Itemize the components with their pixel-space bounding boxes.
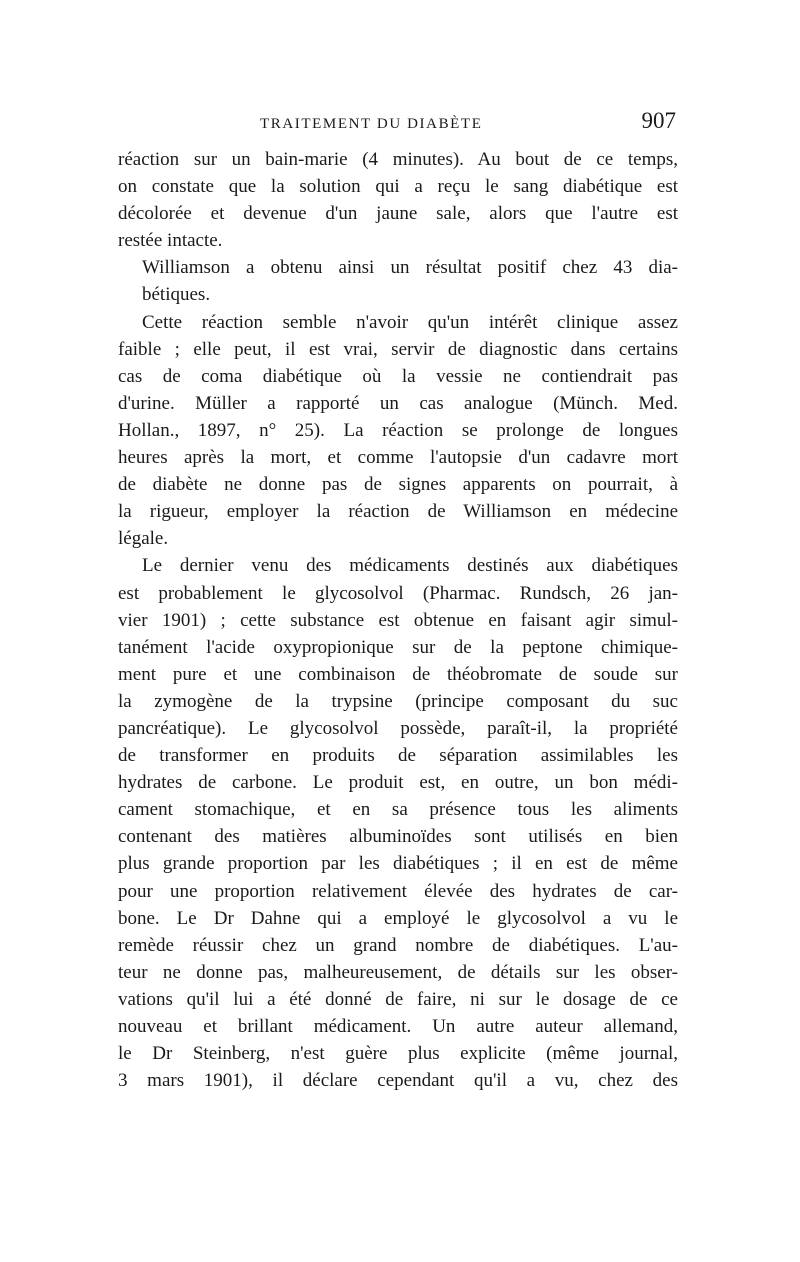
text-line: cament stomachique, et en sa présence tous les aliments <box>118 799 678 821</box>
text-line: vier 1901) ; cette substance est obtenue en faisant agir simul- <box>118 609 678 631</box>
text-line: on constate que la solution qui a reçu le sang diabétique est <box>118 176 678 198</box>
text-line: heures après la mort, et comme l'autopsie d'un cadavre mort <box>118 447 678 469</box>
text-line: de diabète ne donne pas de signes apparents on pourrait, à <box>118 474 678 496</box>
text-line: plus grande proportion par les diabétiques ; il en est de même <box>118 853 678 875</box>
text-line: hydrates de carbone. Le produit est, en outre, un bon médi- <box>118 772 678 794</box>
text-line: Cette réaction semble n'avoir qu'un intérêt clinique assez <box>142 311 678 333</box>
text-line: cas de coma diabétique où la vessie ne contiendrait pas <box>118 365 678 387</box>
text-line: teur ne donne pas, malheureusement, de détails sur les obser- <box>118 961 678 983</box>
text-line: vations qu'il lui a été donné de faire, ni sur le dosage de ce <box>118 988 678 1010</box>
text-line: pour une proportion relativement élevée des hydrates de car- <box>118 880 678 902</box>
text-line: restée intacte. <box>118 230 223 252</box>
text-line: bone. Le Dr Dahne qui a employé le glycosolvol a vu le <box>118 907 678 929</box>
text-line: décolorée et devenue d'un jaune sale, alors que l'autre est <box>118 203 678 225</box>
paragraph <box>118 552 678 1094</box>
text-line: faible ; elle peut, il est vrai, servir de diagnostic dans certains <box>118 338 678 360</box>
text-line: la zymogène de la trypsine (principe composant du suc <box>118 690 678 712</box>
paragraph <box>118 146 678 254</box>
text-line: 3 mars 1901), il déclare cependant qu'il a vu, chez des <box>118 1070 678 1092</box>
text-line: ment pure et une combinaison de théobromate de soude sur <box>118 663 678 685</box>
text-line: Hollan., 1897, n° 25). La réaction se prolonge de longues <box>118 419 678 441</box>
text-line: nouveau et brillant médicament. Un autre auteur allemand, <box>118 1016 678 1037</box>
paragraph <box>118 309 678 553</box>
text-line: la rigueur, employer la réaction de Williamson en médecine <box>118 501 678 523</box>
running-head-title: TRAITEMENT DU DIABÈTE <box>260 116 483 132</box>
text-line: est probablement le glycosolvol (Pharmac. Rundsch, 26 jan- <box>118 582 678 604</box>
text-line: Le dernier venu des médicaments destinés aux diabétiques <box>142 555 678 577</box>
book-page <box>118 108 678 1094</box>
text-line: Williamson a obtenu ainsi un résultat positif chez 43 dia- <box>142 257 678 279</box>
text-line: tanément l'acide oxypropionique sur de la peptone chimique- <box>118 636 678 658</box>
text-line: bétiques. <box>142 284 211 306</box>
text-line: pancréatique). Le glycosolvol possède, paraît-il, la propriété <box>118 717 678 739</box>
text-line: remède réussir chez un grand nombre de diabétiques. L'au- <box>118 934 678 956</box>
text-line: le Dr Steinberg, n'est guère plus explicite (même journal, <box>118 1043 678 1065</box>
text-line: de transformer en produits de séparation assimilables les <box>118 745 678 767</box>
text-line: d'urine. Müller a rapporté un cas analogue (Münch. Med. <box>118 392 678 414</box>
text-line: légale. <box>118 528 169 550</box>
text-line: contenant des matières albuminoïdes sont utilisés en bien <box>118 826 678 848</box>
text-line: réaction sur un bain-marie (4 minutes). Au bout de ce temps, <box>118 149 678 170</box>
body-text <box>118 146 678 1094</box>
paragraph <box>118 254 678 308</box>
running-head <box>118 108 678 146</box>
page-number: 907 <box>641 108 676 133</box>
